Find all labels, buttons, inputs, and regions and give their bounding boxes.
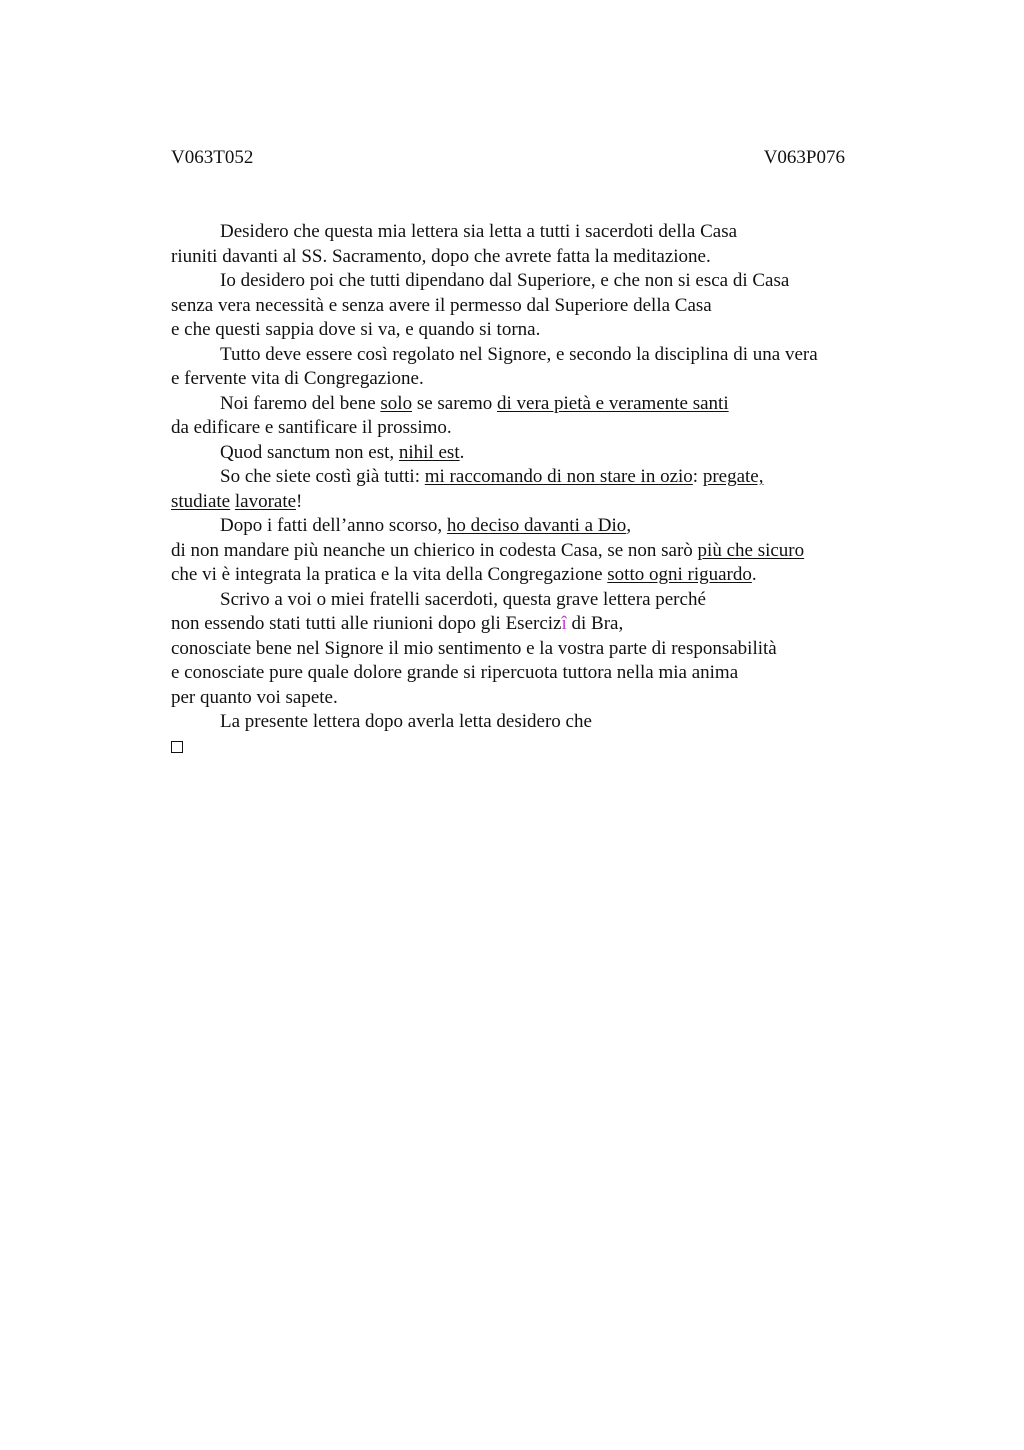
text-line: senza vera necessità e senza avere il permesso dal Superiore della Casa (171, 294, 712, 316)
underlined-phrase: pregate, (702, 466, 764, 487)
highlighted-character: î (561, 613, 567, 634)
text-line: non essendo stati tutti alle riunioni dopo gli Esercizî di Bra, (171, 613, 624, 634)
empty-square-icon (171, 741, 183, 753)
underlined-phrase: mi raccomando di non stare in ozio (424, 466, 693, 487)
text-line: So che siete costì già tutti: mi raccomando di non stare in ozio: pregate, (220, 466, 764, 487)
page-header (171, 146, 845, 170)
text-line: La presente lettera dopo averla letta desidero che (220, 711, 592, 732)
page-code-right: V063P076 (763, 147, 845, 168)
underlined-phrase: ho deciso davanti a Dio (446, 515, 627, 536)
underlined-phrase: studiate (171, 490, 231, 512)
text-line: Io desidero poi che tutti dipendano dal Superiore, e che non si esca di Casa (220, 270, 790, 291)
underlined-phrase: più che sicuro (697, 539, 805, 561)
text-line: Desidero che questa mia lettera sia letta a tutti i sacerdoti della Casa (220, 221, 738, 242)
letter-body (171, 220, 911, 759)
text-line: Noi faremo del bene solo se saremo di vera pietà e veramente santi (220, 392, 729, 414)
underlined-phrase: lavorate (234, 490, 297, 512)
text-line: e fervente vita di Congregazione. (171, 368, 424, 389)
text-line: e che questi sappia dove si va, e quando si torna. (171, 319, 541, 340)
text-line: Scrivo a voi o miei fratelli sacerdoti, questa grave lettera perché (220, 588, 706, 610)
text-line: conosciate bene nel Signore il mio sentimento e la vostra parte di responsabilità (171, 637, 777, 659)
text-line: che vi è integrata la pratica e la vita della Congregazione sotto ogni riguardo. (171, 564, 757, 585)
text-line: Tutto deve essere così regolato nel Signore, e secondo la disciplina di una vera (220, 343, 818, 365)
underlined-phrase: solo (380, 392, 413, 414)
text-line: per quanto voi sapete. (171, 686, 338, 708)
text-line: e conosciate pure quale dolore grande si ripercuota tuttora nella mia anima (171, 662, 739, 683)
document-code-left: V063T052 (171, 147, 254, 168)
text-line: studiate lavorate! (171, 490, 303, 512)
text-line: di non mandare più neanche un chierico in codesta Casa, se non sarò più che sicuro (171, 539, 805, 561)
underlined-phrase: sotto ogni riguardo (607, 564, 752, 585)
underlined-phrase: di vera pietà e veramente santi (497, 392, 729, 414)
end-marker-line (171, 735, 911, 760)
underlined-phrase: nihil est (398, 441, 460, 463)
text-line: riuniti davanti al SS. Sacramento, dopo che avrete fatta la meditazione. (171, 245, 711, 267)
text-line: Dopo i fatti dell’anno scorso, ho deciso davanti a Dio, (220, 515, 632, 536)
text-line: da edificare e santificare il prossimo. (171, 417, 452, 438)
text-line: Quod sanctum non est, nihil est. (220, 441, 465, 463)
